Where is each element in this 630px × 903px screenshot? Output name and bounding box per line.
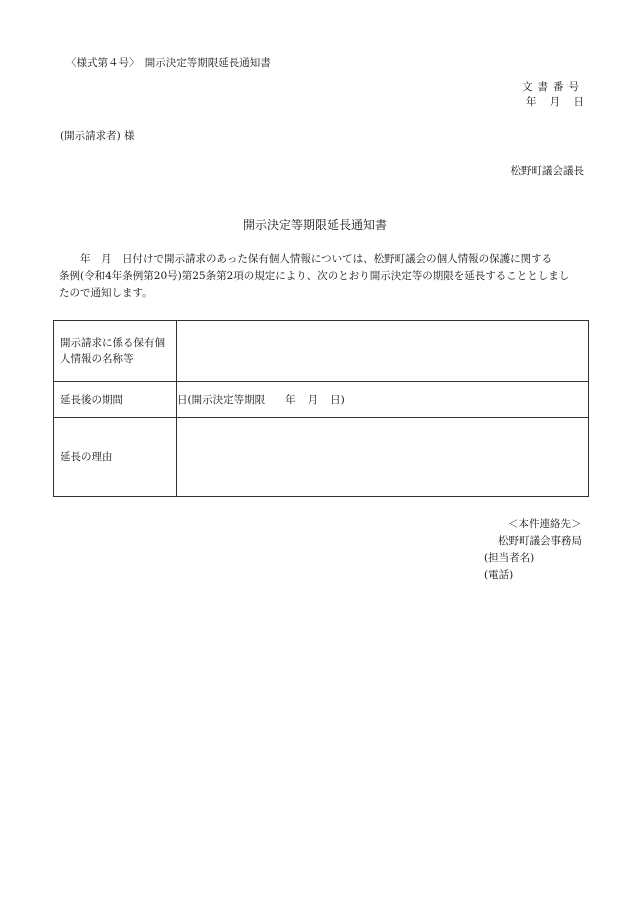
personal-info-name-label: 開示請求に係る保有個人情報の名称等: [54, 321, 177, 382]
body-line-3: たので通知します。: [59, 287, 153, 299]
contact-person: (担当者名): [484, 552, 535, 564]
period-deadline: (開示決定等期限: [187, 394, 266, 406]
period-month: 月: [307, 394, 319, 406]
extended-period-label: 延長後の期間: [54, 382, 177, 418]
period-year: 年: [285, 394, 296, 406]
table-row: [54, 418, 589, 497]
table-row: [54, 382, 589, 418]
info-table: [53, 320, 589, 497]
contact-phone: (電話): [484, 569, 514, 581]
contact-block: [470, 516, 582, 584]
period-day-close: 日): [330, 394, 345, 406]
period-day: 日: [177, 394, 188, 406]
personal-info-name-value: [177, 321, 589, 382]
sender: 松野町議会議長: [510, 165, 584, 177]
document-date-label: 年 月 日: [525, 96, 584, 108]
contact-office: 松野町議会事務局: [498, 535, 582, 547]
extension-reason-value: [177, 418, 589, 497]
table-row: [54, 321, 589, 382]
body-line-2: 条例(令和4年条例第20号)第25条第2項の規定により、次のとおり開示決定等の期限を延長することとしまし: [59, 270, 570, 282]
body-paragraph: [59, 251, 589, 302]
document-number-label: 文書番号: [522, 81, 584, 93]
extended-period-value: [177, 382, 589, 418]
page-title: 開示決定等期限延長通知書: [242, 218, 387, 232]
addressee: (開示請求者) 様: [60, 130, 135, 142]
body-line-1: 年 月 日付けで開示請求のあった保有個人情報については、松野町議会の個人情報の保護に関する: [59, 253, 553, 265]
form-number: 〈様式第４号〉 開示決定等期限延長通知書: [66, 58, 271, 69]
extension-reason-label: 延長の理由: [54, 418, 177, 497]
contact-heading: ＜本件連絡先＞: [508, 518, 582, 530]
